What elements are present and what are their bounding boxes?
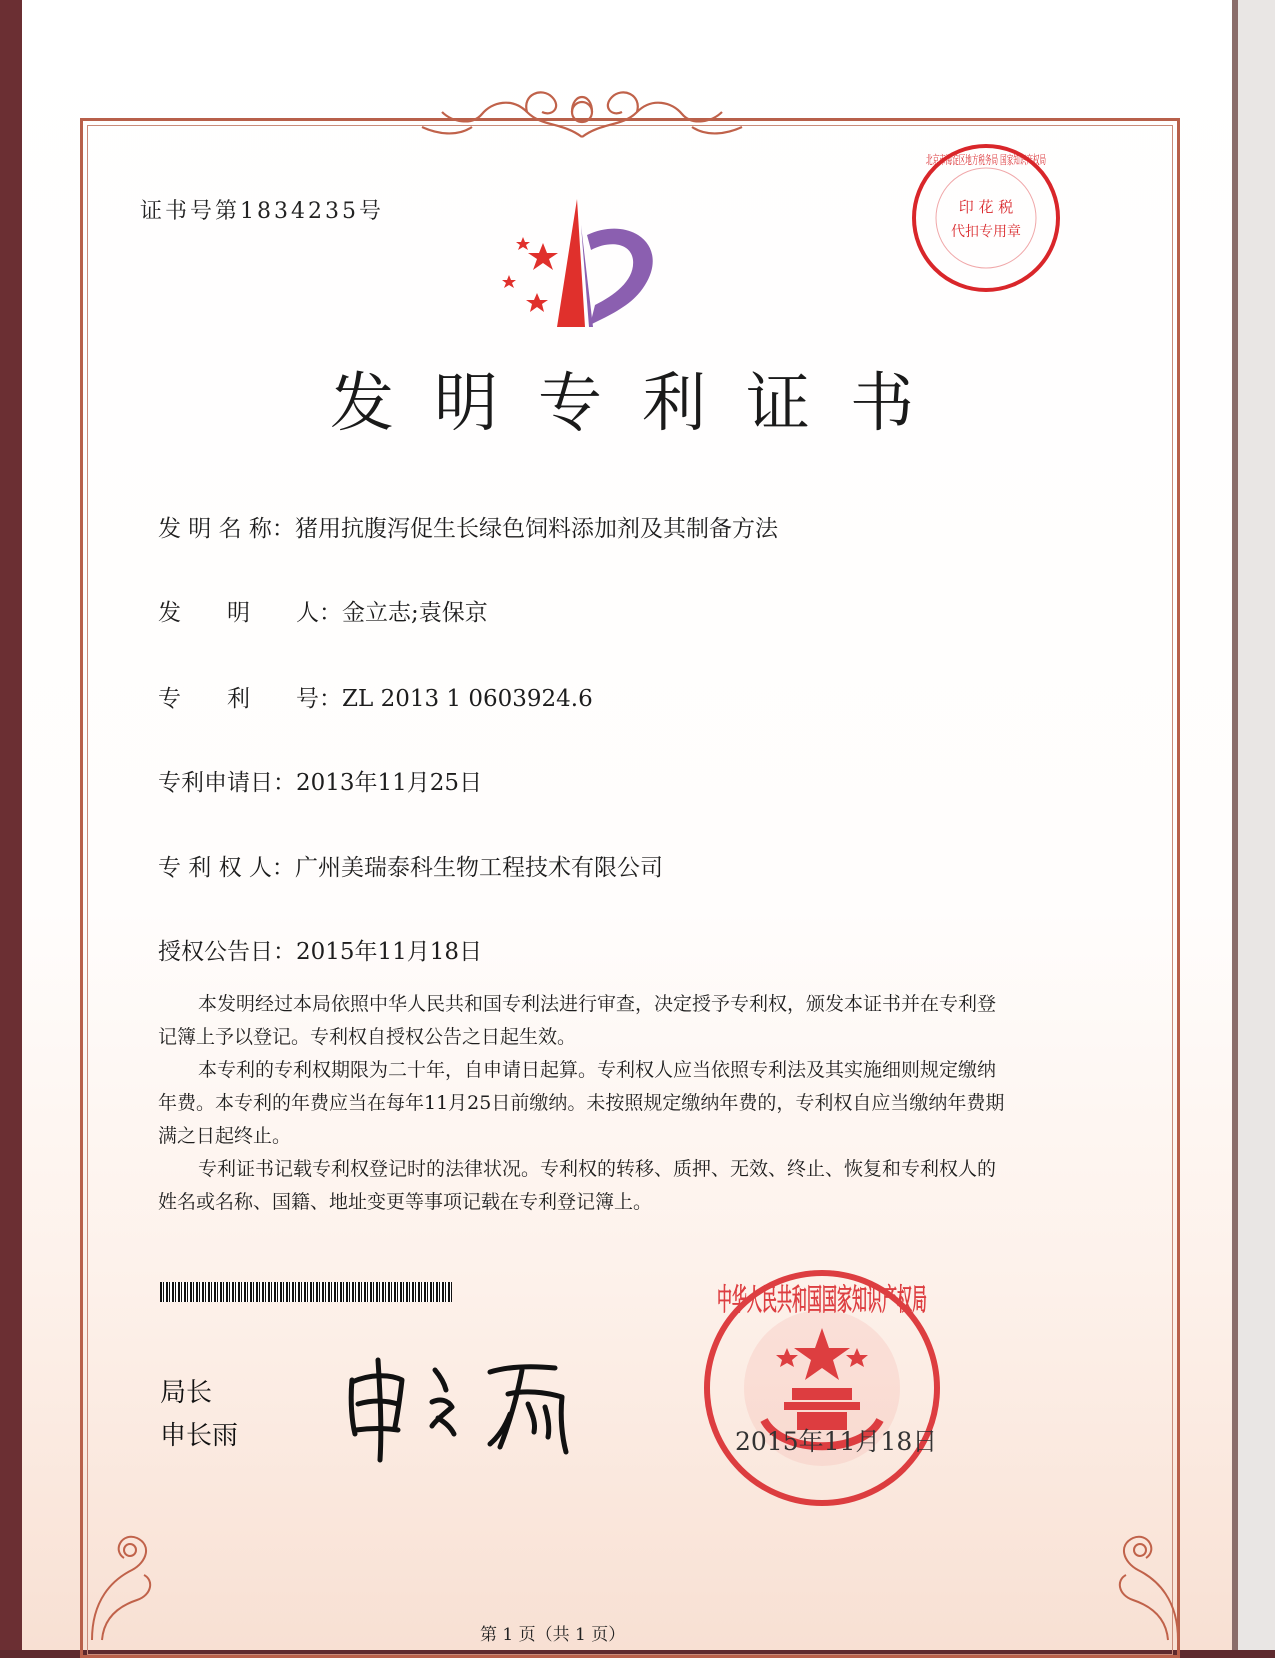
patentee-label: 专 利 权 人： [158, 855, 295, 881]
stamp-tax-office [906, 138, 1146, 298]
field-patentee [158, 849, 663, 882]
stamp-center-line1: 印 花 税 [958, 198, 1014, 216]
right-binding [1232, 0, 1275, 1650]
seal-date: 2015年11月18日 [735, 1427, 938, 1456]
filing-date-label: 专利申请日： [158, 770, 296, 796]
filing-date-value: 2013年11月25日 [296, 770, 483, 796]
patent-number-value: ZL 2013 1 0603924.6 [342, 686, 593, 712]
cnipa-logo-icon [495, 195, 675, 335]
invention-name-label: 发 明 名 称： [158, 516, 295, 542]
inventor-label: 发 明 人： [158, 600, 342, 626]
body-paragraph-3: 专利证书记载专利权登记时的法律状况。专利权的转移、质押、无效、终止、恢复和专利权人的姓名或名称、国籍、地址变更等事项记载在专利登记簿上。 [158, 1158, 997, 1213]
page-footer: 第 1 页（共 1 页） [480, 1625, 626, 1645]
field-inventor [158, 594, 488, 627]
invention-name-value: 猪用抗腹泻促生长绿色饲料添加剂及其制备方法 [294, 516, 778, 542]
patent-number-label: 专 利 号： [158, 686, 342, 712]
field-grant-date [158, 933, 482, 966]
stamp-ring-text: 北京市海淀区地方税务局 国家知识产权局 [926, 153, 1146, 167]
top-ornament-icon [412, 82, 752, 144]
inventor-value: 金立志;袁保京 [342, 600, 488, 626]
grant-date-label: 授权公告日： [158, 939, 296, 965]
corner-ornament-left-icon [82, 1520, 162, 1640]
patentee-value: 广州美瑞泰科生物工程技术有限公司 [294, 855, 663, 881]
director-signature [340, 1352, 600, 1462]
field-invention-name [158, 510, 778, 543]
field-filing-date [158, 764, 482, 797]
right-binding-edge [1232, 0, 1238, 1650]
corner-ornament-right-icon [1108, 1520, 1188, 1640]
certificate-title: 发明专利证书 [330, 367, 954, 441]
grant-date-value: 2015年11月18日 [296, 939, 483, 965]
left-binding [0, 0, 22, 1650]
body-paragraph-2: 本专利的专利权期限为二十年，自申请日起算。专利权人应当依照专利法及其实施细则规定缴纳年费。本专利的年费应当在每年11月25日前缴纳。未按照规定缴纳年费的，专利权自应当缴纳年费期满之日起终止。 [158, 1059, 1005, 1147]
stamp-center-line2: 代扣专用章 [951, 224, 1021, 240]
seal-ring-text: 中华人民共和国国家知识产权局 [717, 1283, 927, 1318]
director-title: 局长 [160, 1378, 213, 1408]
field-patent-number [158, 680, 593, 713]
barcode [160, 1282, 452, 1302]
director-name: 申长雨 [160, 1421, 239, 1451]
seal-cnipa [692, 1270, 952, 1500]
body-paragraph-1: 本发明经过本局依照中华人民共和国专利法进行审查，决定授予专利权，颁发本证书并在专利登记簿上予以登记。专利权自授权公告之日起生效。 [158, 993, 997, 1048]
certificate-number: 证书号第1834235号 [140, 199, 384, 224]
